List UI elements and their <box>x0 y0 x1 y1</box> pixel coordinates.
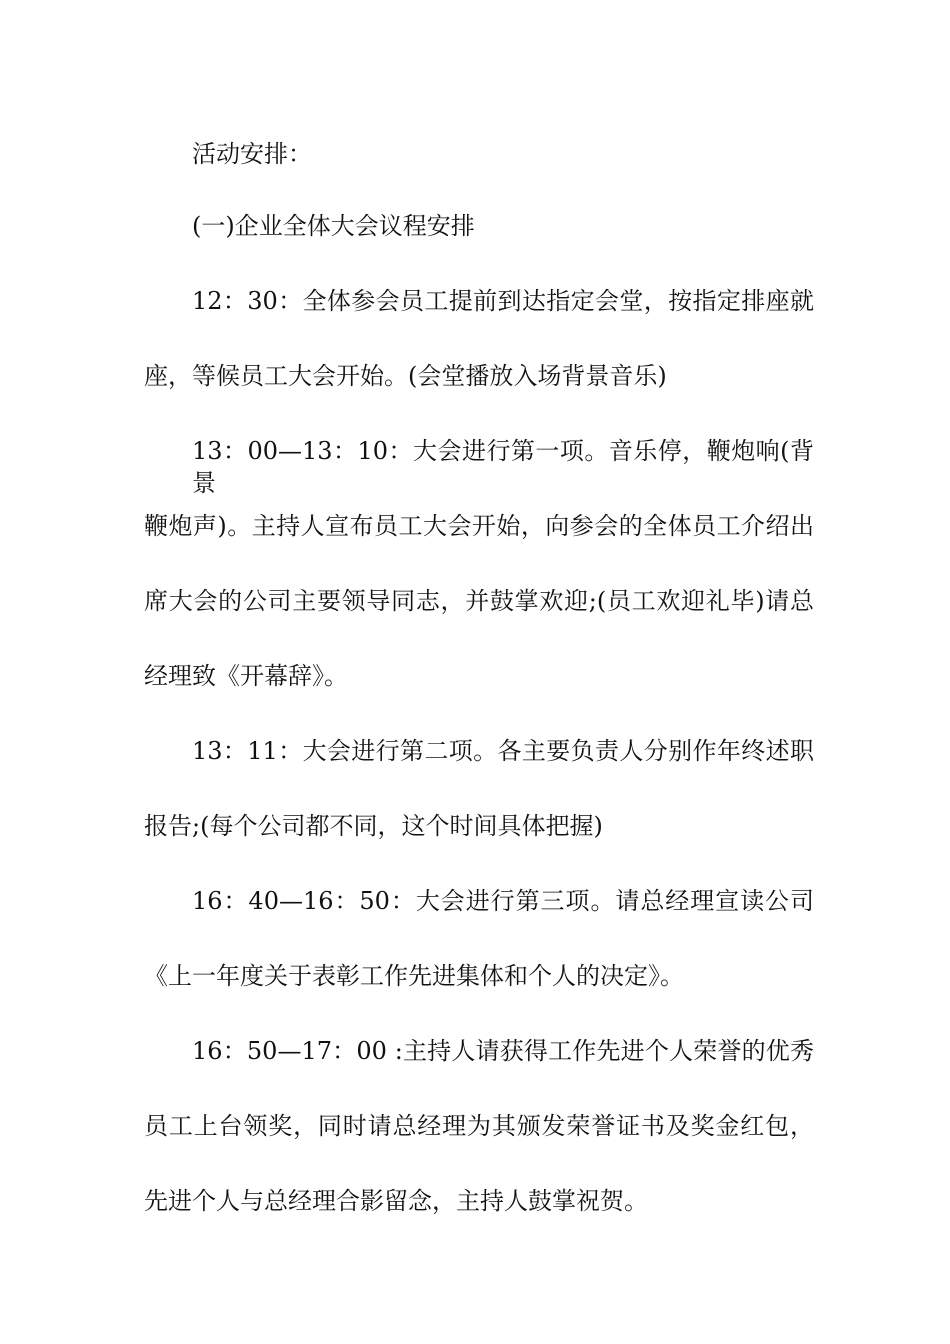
agenda-item-1650-line-3: 先进个人与总经理合影留念，主持人鼓掌祝贺。 <box>144 1187 648 1215</box>
agenda-item-1300-line-3: 席大会的公司主要领导同志，并鼓掌欢迎;(员工欢迎礼毕)请总 <box>144 587 814 615</box>
agenda-item-1640-line-2: 《上一年度关于表彰工作先进集体和个人的决定》。 <box>144 962 684 990</box>
agenda-item-1230-line-2: 座，等候员工大会开始。(会堂播放入场背景音乐) <box>144 362 667 390</box>
agenda-item-1640-line-1: 16：40—16：50：大会进行第三项。请总经理宣读公司 <box>192 887 814 915</box>
agenda-item-1311-line-2: 报告;(每个公司都不同，这个时间具体把握) <box>144 812 603 840</box>
agenda-item-1300-line-4: 经理致《开幕辞》。 <box>144 662 348 690</box>
agenda-subheading: (一)企业全体大会议程安排 <box>192 212 475 240</box>
agenda-item-1650-line-2: 员工上台领奖，同时请总经理为其颁发荣誉证书及奖金红包， <box>144 1112 814 1140</box>
agenda-item-1300-line-1: 13：00—13：10：大会进行第一项。音乐停，鞭炮响(背景 <box>192 437 814 497</box>
agenda-item-1230-line-1: 12：30：全体参会员工提前到达指定会堂，按指定排座就 <box>192 287 814 315</box>
agenda-item-1311-line-1: 13：11：大会进行第二项。各主要负责人分别作年终述职 <box>192 737 814 765</box>
agenda-item-1300-line-2: 鞭炮声)。主持人宣布员工大会开始，向参会的全体员工介绍出 <box>144 512 814 540</box>
section-heading: 活动安排： <box>192 140 312 168</box>
agenda-item-1650-line-1: 16：50—17：00 :主持人请获得工作先进个人荣誉的优秀 <box>192 1037 814 1065</box>
